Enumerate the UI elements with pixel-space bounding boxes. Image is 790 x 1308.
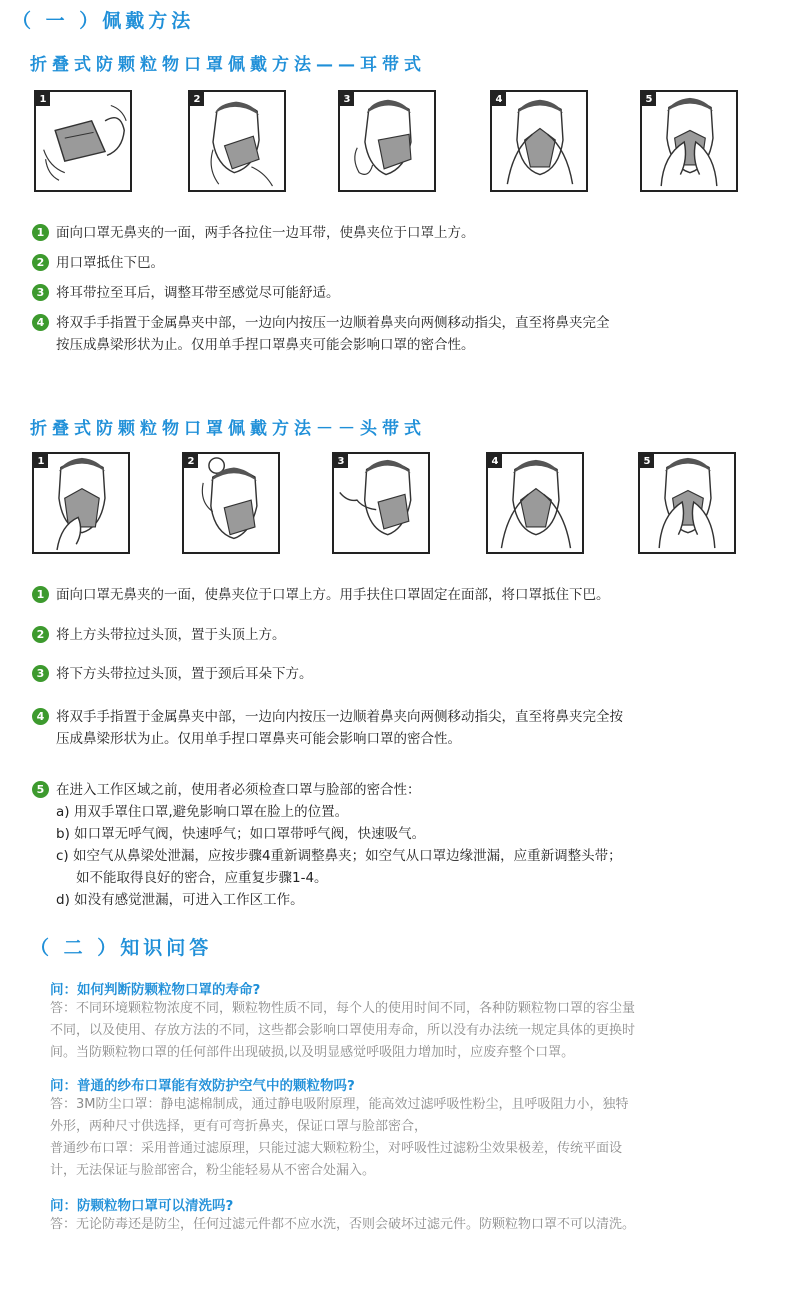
headband-illustration-4: [486, 452, 584, 554]
earloop-step-3: [32, 282, 610, 304]
section-title-wearing-method: （ 一 ）佩戴方法: [12, 10, 195, 32]
headband-illustration-1: [32, 452, 130, 554]
faq-item-2: [50, 1074, 629, 1182]
headband-method-title: 折叠式防颗粒物口罩佩戴方法－－头带式: [30, 419, 426, 439]
tile-number: 1: [34, 454, 48, 468]
step-text: 用口罩抵住下巴。: [56, 255, 164, 271]
step-number-badge: 3: [32, 665, 49, 682]
tile-number: 4: [492, 92, 506, 106]
tile-number: 2: [184, 454, 198, 468]
hands-pressing-nose-clip-icon: [492, 92, 586, 190]
fit-check-item: c) 如空气从鼻梁处泄漏，应按步骤4重新调整鼻夹；如空气从口罩边缘泄漏，应重新调整头带；: [56, 848, 622, 864]
step-text: 将下方头带拉过头顶，置于颈后耳朵下方。: [56, 666, 313, 682]
fit-check-item: d) 如没有感觉泄漏，可进入工作区工作。: [56, 892, 304, 908]
earloop-illustration-2: [188, 90, 286, 192]
faq-answer-line: 外形，两种尺寸供选择，更有可弯折鼻夹，保证口罩与脸部密合，: [50, 1119, 428, 1134]
headband-illustration-3: [332, 452, 430, 554]
step-text: 在进入工作区域之前，使用者必须检查口罩与脸部的密合性：: [56, 782, 421, 798]
headband-step-2: [32, 624, 286, 646]
tile-number: 5: [642, 92, 656, 106]
fit-check-list: [56, 801, 622, 911]
faq-answer-line: 间。当防颗粒物口罩的任何部件出现破损,以及明显感觉呼吸阻力增加时，应废弃整个口罩。: [50, 1045, 575, 1060]
earloop-illustration-5: [640, 90, 738, 192]
face-with-mask-icon: [340, 92, 434, 190]
faq-answer-line: 答：不同环境颗粒物浓度不同，颗粒物性质不同，每个人的使用时间不同，各种防颗粒物口罩的容尘量: [50, 1001, 636, 1016]
step-number-badge: 4: [32, 708, 49, 725]
faq-answer-line: 计，无法保证与脸部密合，粉尘能轻易从不密合处漏入。: [50, 1163, 376, 1178]
earloop-step-1: [32, 222, 610, 244]
faq-item-1: [50, 978, 635, 1064]
fit-check-item: 如不能取得良好的密合，应重复步骤1-4。: [76, 870, 328, 886]
woman-pulling-headband-icon: [184, 454, 278, 552]
hands-pressing-nose-clip-icon: [488, 454, 582, 552]
step-number-badge: 2: [32, 626, 49, 643]
faq-answer-line: 普通纱布口罩：采用普通过滤原理，只能过滤大颗粒粉尘，对呼吸性过滤粉尘效果极差，传统平面设: [50, 1141, 623, 1156]
tile-number: 5: [640, 454, 654, 468]
step-text: 将上方头带拉过头顶，置于头顶上方。: [56, 627, 286, 643]
headband-step-3: [32, 663, 313, 685]
headband-step-1: [32, 584, 610, 606]
tile-number: 2: [190, 92, 204, 106]
earloop-step-2: [32, 252, 610, 274]
faq-question: 问：防颗粒物口罩可以清洗吗?: [50, 1198, 234, 1214]
faq-question: 问：如何判断防颗粒物口罩的寿命?: [50, 982, 261, 998]
fit-check-item: a) 用双手罩住口罩,避免影响口罩在脸上的位置。: [56, 804, 349, 820]
step-text: 将双手手指置于金属鼻夹中部，一边向内按压一边顺着鼻夹向两侧移动指尖，直至将鼻夹完全按: [56, 709, 623, 725]
step-number-badge: 1: [32, 586, 49, 603]
earloop-method-title: 折叠式防颗粒物口罩佩戴方法——耳带式: [30, 55, 426, 75]
step-text: 将双手手指置于金属鼻夹中部，一边向内按压一边顺着鼻夹向两侧移动指尖，直至将鼻夹完全: [56, 315, 610, 331]
headband-illustration-5: [638, 452, 736, 554]
headband-step-4: [32, 706, 623, 750]
tile-number: 3: [340, 92, 354, 106]
earloop-illustration-1: [34, 90, 132, 192]
earloop-step-4: [32, 312, 610, 356]
headband-step-5: [32, 779, 421, 801]
faq-question: 问：普通的纱布口罩能有效防护空气中的颗粒物吗?: [50, 1078, 355, 1094]
tile-number: 3: [334, 454, 348, 468]
man-pulling-lower-strap-icon: [334, 454, 428, 552]
earloop-illustration-3: [338, 90, 436, 192]
step-number-badge: 5: [32, 781, 49, 798]
step-text: 按压成鼻梁形状为止。仅用单手捏口罩鼻夹可能会影响口罩的密合性。: [56, 337, 475, 353]
step-text: 面向口罩无鼻夹的一面，两手各拉住一边耳带，使鼻夹位于口罩上方。: [56, 225, 475, 241]
headband-illustration-2: [182, 452, 280, 554]
faq-item-3: [50, 1194, 635, 1236]
face-holding-mask-icon: [34, 454, 128, 552]
faq-answer-line: 不同，以及使用、存放方法的不同，这些都会影响口罩使用寿命，所以没有办法统一规定具体的更换时: [50, 1023, 636, 1038]
faq-answer-line: 答：无论防毒还是防尘，任何过滤元件都不应水洗，否则会破坏过滤元件。防颗粒物口罩不可以清洗。: [50, 1217, 636, 1232]
step-number-badge: 4: [32, 314, 49, 331]
hand-holding-mask-icon: [36, 92, 130, 190]
step-number-badge: 1: [32, 224, 49, 241]
step-text: 面向口罩无鼻夹的一面，使鼻夹位于口罩上方。用手扶住口罩固定在面部，将口罩抵住下巴。: [56, 587, 610, 603]
step-number-badge: 2: [32, 254, 49, 271]
hands-covering-mask-icon: [640, 454, 734, 552]
step-number-badge: 3: [32, 284, 49, 301]
hands-covering-mask-icon: [642, 92, 736, 190]
fit-check-item: b) 如口罩无呼气阀，快速呼气；如口罩带呼气阀，快速吸气。: [56, 826, 426, 842]
earloop-illustration-4: [490, 90, 588, 192]
step-text: 将耳带拉至耳后，调整耳带至感觉尽可能舒适。: [56, 285, 340, 301]
step-text: 压成鼻梁形状为止。仅用单手捏口罩鼻夹可能会影响口罩的密合性。: [56, 731, 461, 747]
tile-number: 1: [36, 92, 50, 106]
section-title-faq: （ 二 ）知识问答: [30, 937, 213, 959]
tile-number: 4: [488, 454, 502, 468]
earloop-steps: [32, 222, 610, 356]
faq-answer-line: 答：3M防尘口罩：静电滤棉制成，通过静电吸附原理，能高效过滤呼吸性粉尘，且呼吸阻力小，独特: [50, 1097, 629, 1112]
face-with-mask-icon: [190, 92, 284, 190]
